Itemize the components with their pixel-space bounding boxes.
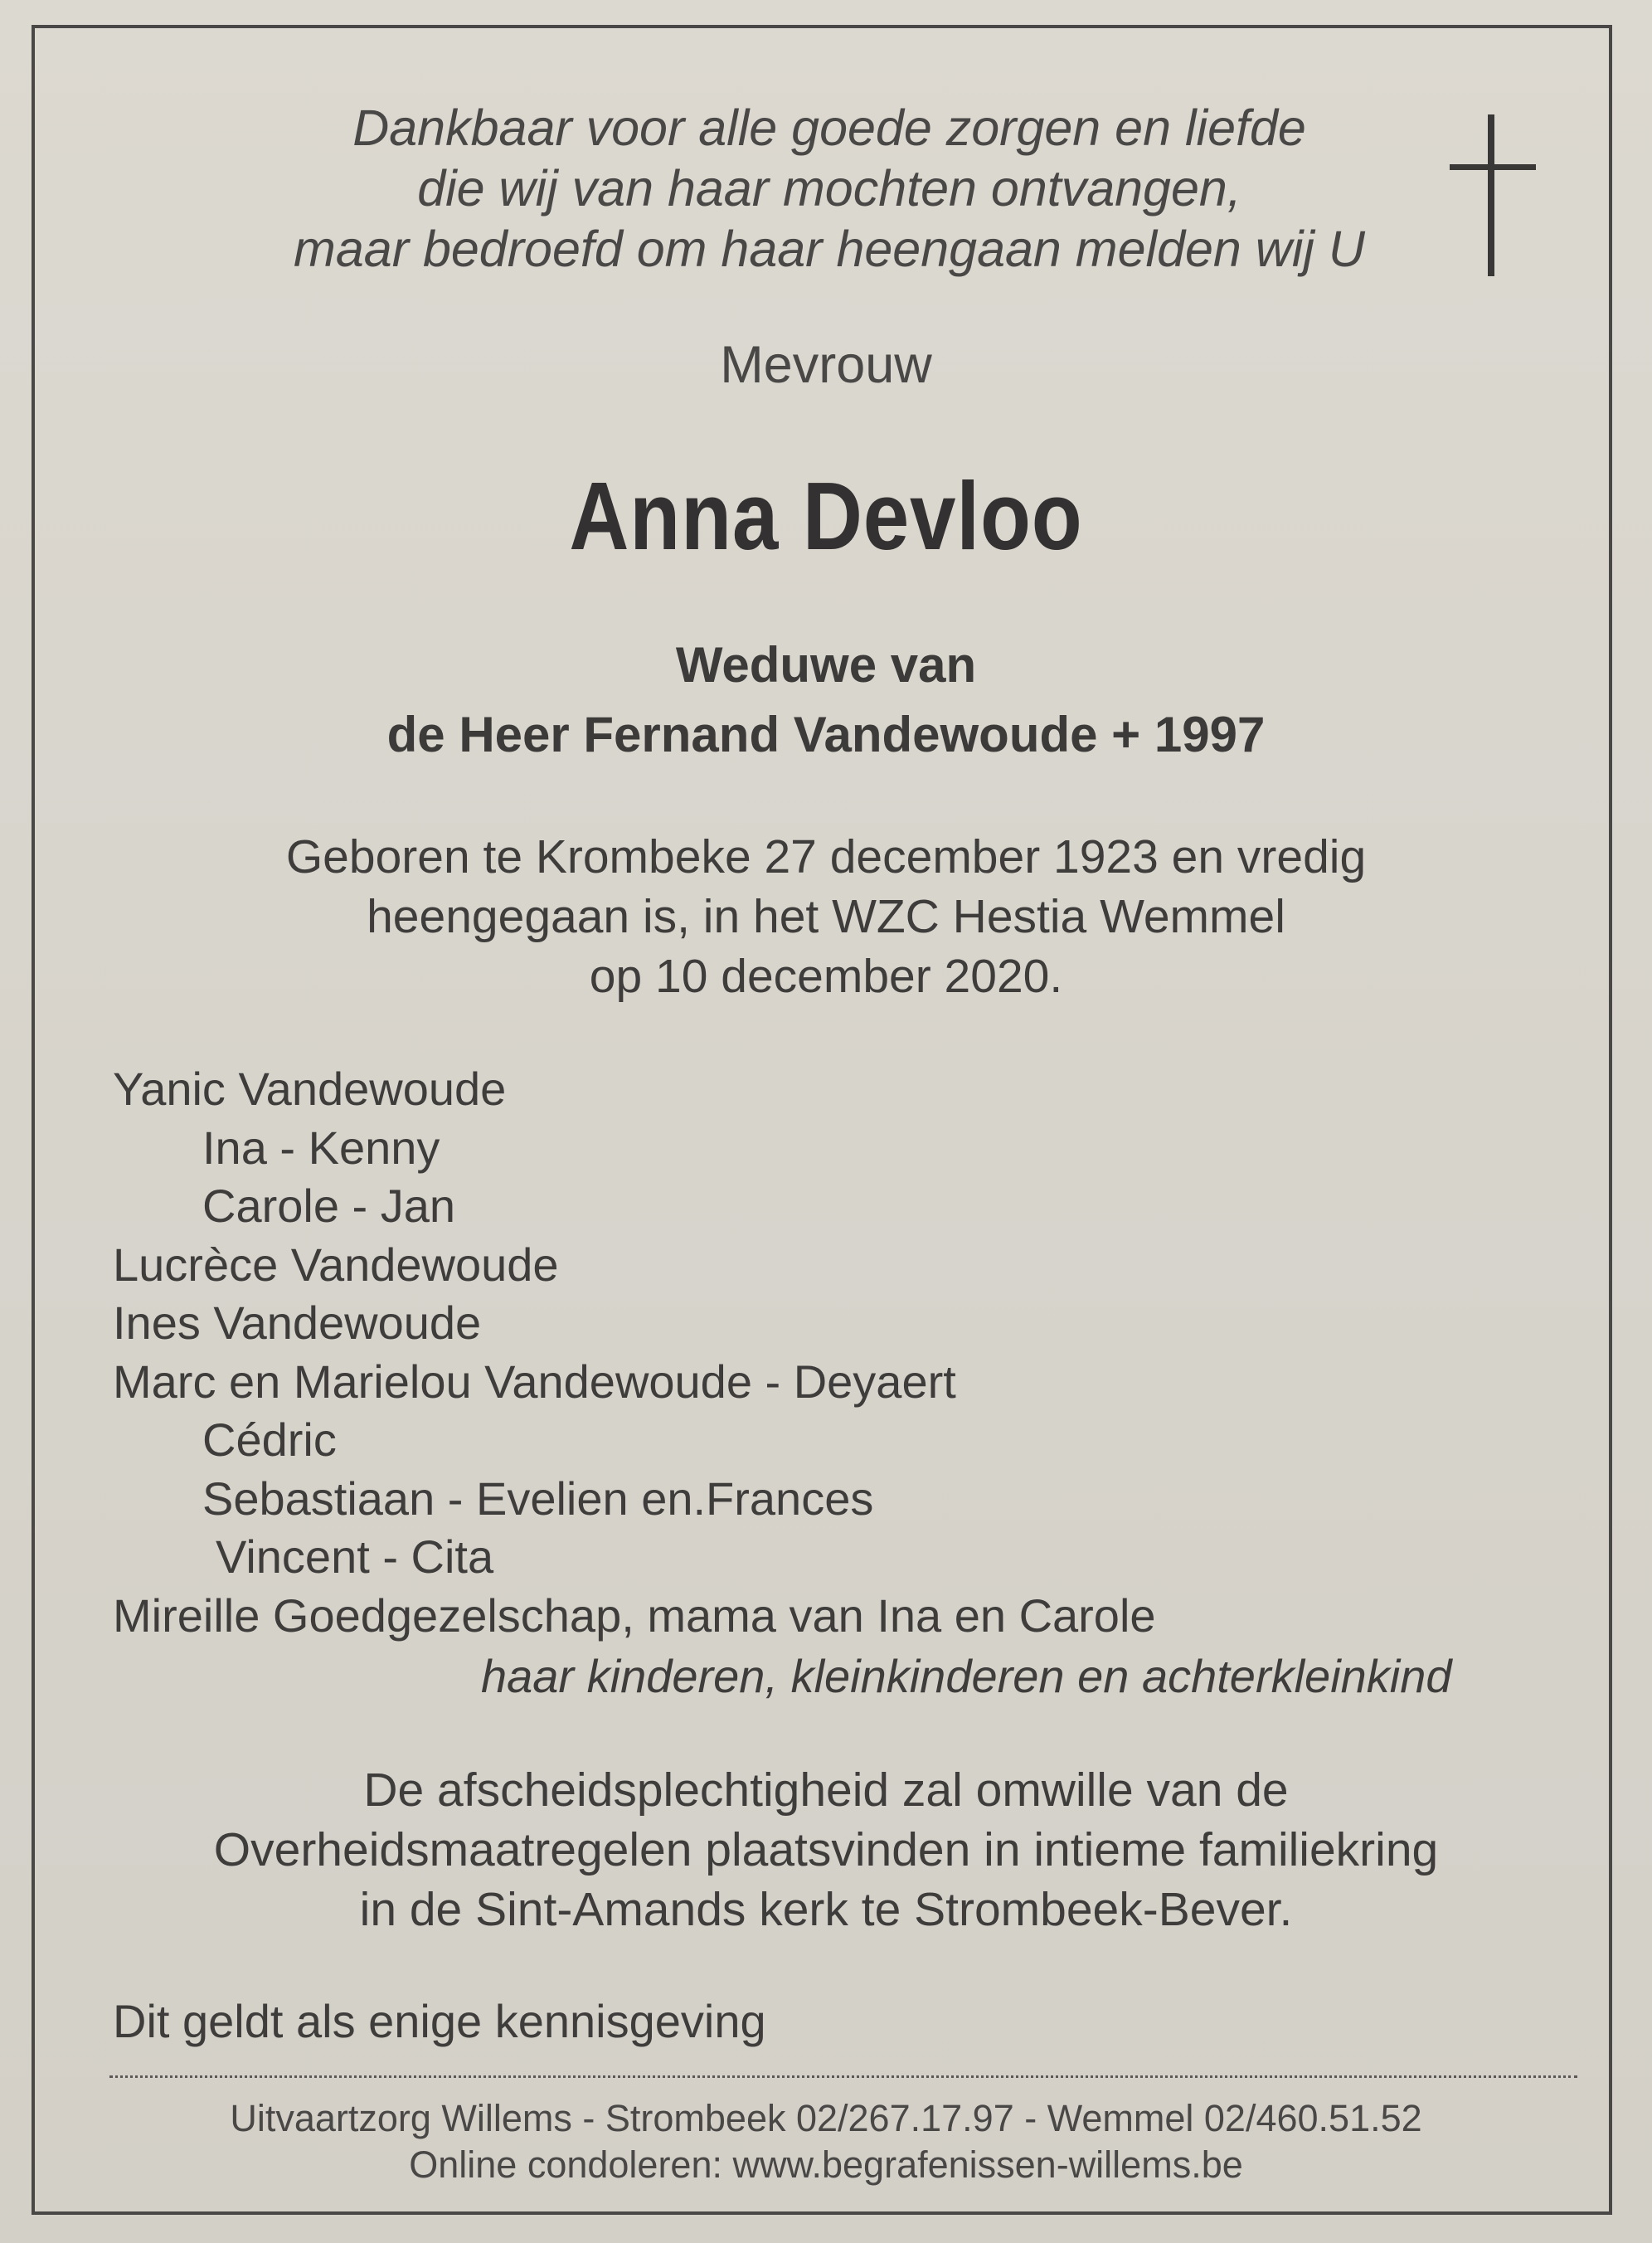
intro-line: maar bedroefd om haar heengaan melden wij U	[294, 221, 1365, 277]
footer-divider	[109, 2075, 1577, 2078]
family-member: Marc en Marielou Vandewoude - Deyaert	[113, 1355, 956, 1408]
family-member: Ina - Kenny	[202, 1121, 440, 1174]
family-signoff: haar kinderen, kleinkinderen en achterkleinkind	[481, 1650, 1452, 1702]
honorific: Mevrouw	[720, 336, 932, 394]
widow-line: de Heer Fernand Vandewoude + 1997	[386, 707, 1266, 762]
footer-website: Online condoleren: www.begrafenissen-willems.be	[409, 2143, 1243, 2186]
ceremony-line: Overheidsmaatregelen plaatsvinden in intieme familiekring	[213, 1823, 1439, 1876]
footer-contact: Uitvaartzorg Willems - Strombeek 02/267.17.97 - Wemmel 02/460.51.52	[230, 2097, 1422, 2139]
family-member: Cédric	[202, 1413, 337, 1466]
widow-line: Weduwe van	[675, 637, 977, 693]
birth-death-details	[0, 827, 1652, 1006]
ceremony-line: De afscheidsplechtigheid zal omwille van de	[363, 1764, 1289, 1817]
intro-line: Dankbaar voor alle goede zorgen en liefde	[352, 100, 1306, 156]
ceremony-line: in de Sint-Amands kerk te Strombeek-Bever.	[359, 1883, 1293, 1936]
details-line: heengegaan is, in het WZC Hestia Wemmel	[367, 890, 1285, 943]
family-member: Ines Vandewoude	[113, 1297, 482, 1349]
family-member: Mireille Goedgezelschap, mama van Ina en Carole	[113, 1589, 1156, 1642]
details-line: Geboren te Krombeke 27 december 1923 en vredig	[285, 830, 1367, 883]
widow-of	[0, 630, 1652, 770]
family-member: Carole - Jan	[202, 1180, 456, 1232]
intro-line: die wij van haar mochten ontvangen,	[417, 160, 1241, 217]
family-member: Yanic Vandewoude	[113, 1063, 507, 1115]
notice-statement: Dit geldt als enige kennisgeving	[113, 1995, 766, 2047]
deceased-name: Anna Devloo	[569, 462, 1083, 570]
family-member: Sebastiaan - Evelien en.Frances	[202, 1472, 874, 1525]
latin-cross-icon	[1443, 114, 1543, 280]
ceremony-info	[0, 1760, 1652, 1939]
family-member: Lucrèce Vandewoude	[113, 1238, 559, 1291]
family-list	[113, 1060, 1564, 1645]
family-member: Vincent - Cita	[216, 1530, 494, 1583]
intro-text	[158, 98, 1501, 280]
funeral-home-footer	[0, 2095, 1652, 2188]
details-line: op 10 december 2020.	[589, 950, 1063, 1003]
